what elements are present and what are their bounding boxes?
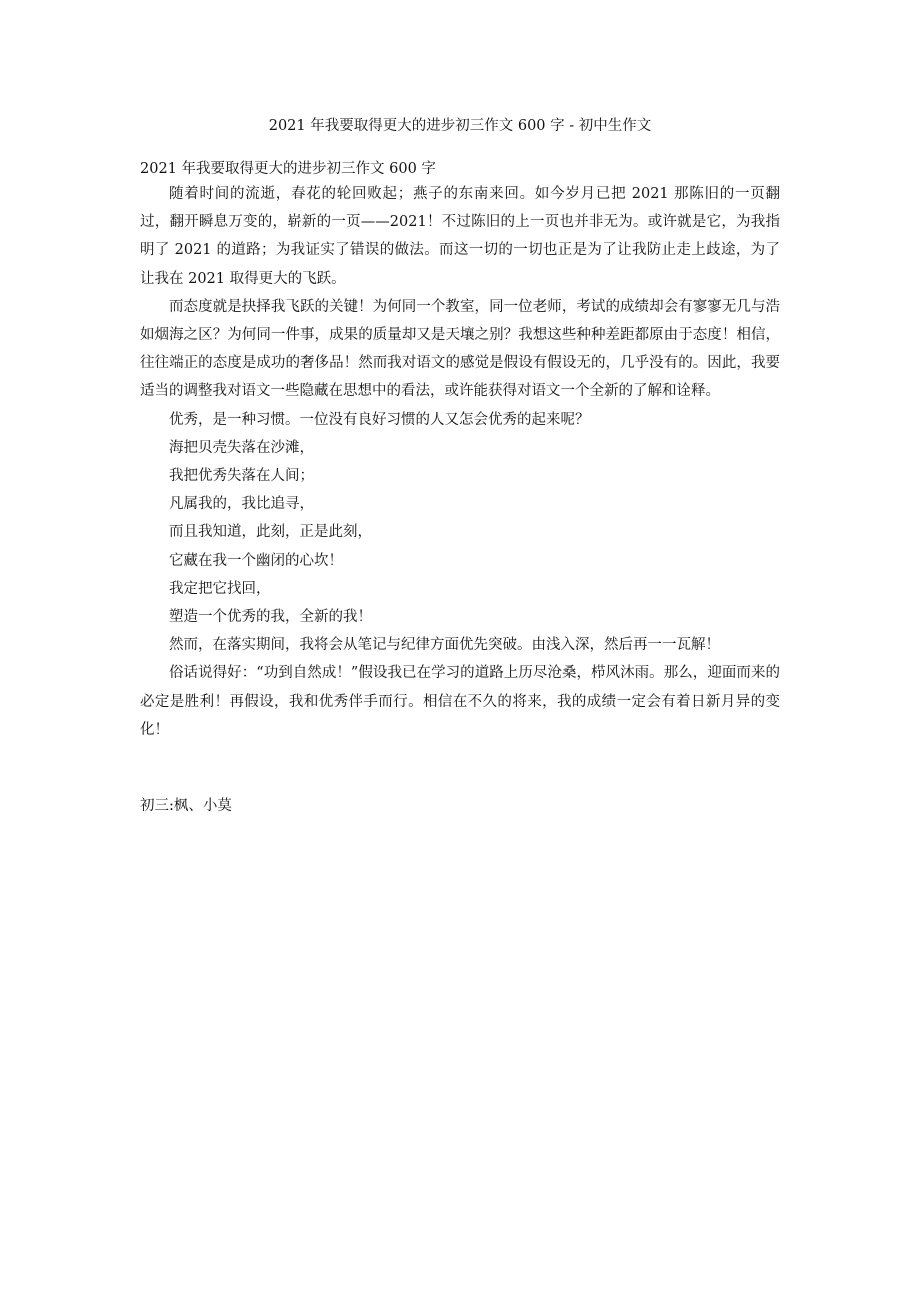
poem-line: 塑造一个优秀的我，全新的我！ [169,609,372,626]
poem-line: 海把贝壳失落在沙滩， [169,439,314,456]
paragraph: 俗话说得好：“功到自然成！”假设我已在学习的道路上历尽沧桑，栉风沐雨。那么，迎面而来的必定是胜利！再假设，我和优秀伴手而行。相信在不久的将来，我的成绩一定会有着日新月异的变化！ [140,665,780,738]
poem-line: 而且我知道，此刻，正是此刻， [169,524,372,541]
article-body [140,158,780,744]
paragraph: 随着时间的流逝，春花的轮回败起；燕子的东南来回。如今岁月已把 2021 那陈旧的一页翻过，翻开瞬息万变的，崭新的一页——2021！不过陈旧的上一页也并非无为。或许就是它，为我指明了 2021 的道路；为我证实了错误的做法。而这一切的一切也正是为了让我防止走上歧途，为了让我在 2021 取得更大的飞跃。 [140,186,780,287]
poem-line: 我把优秀失落在人间； [169,468,314,485]
author-line: 初三:枫、小莫 [140,798,232,814]
paragraph: 然而，在落实期间，我将会从笔记与纪律方面优先突破。由浅入深，然后再一一瓦解！ [169,637,720,654]
paragraph: 而态度就是抉择我飞跃的关键！为何同一个教室，同一位老师，考试的成绩却会有寥寥无几与浩如烟海之区？为何同一件事，成果的质量却又是天壤之别？我想这些种种差距都原由于态度！相信，往往端正的态度是成功的奢侈品！然而我对语文的感觉是假设有假设无的，几乎没有的。因此，我要适当的调整我对语文一些隐藏在思想中的看法，或许能获得对语文一个全新的了解和诠释。 [140,298,780,400]
poem-line: 它藏在我一个幽闭的心坎！ [169,552,343,569]
paragraph: 优秀，是一种习惯。一位没有良好习惯的人又怎会优秀的起来呢？ [169,411,590,428]
poem-line: 我定把它找回， [169,580,271,597]
page-title: 2021 年我要取得更大的进步初三作文 600 字 - 初中生作文 [268,118,652,134]
poem-line: 凡属我的，我比追寻， [169,496,314,513]
article-subtitle: 2021 年我要取得更大的进步初三作文 600 字 [140,161,436,177]
